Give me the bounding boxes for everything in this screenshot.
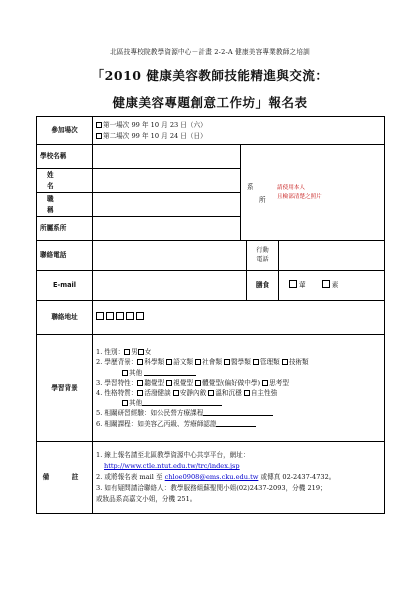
session-options <box>93 117 385 145</box>
checkbox-icon[interactable] <box>124 349 130 355</box>
remark-line-4: 或妝品系高嘉文小姐，分機 251。 <box>96 495 197 503</box>
checkbox-icon[interactable] <box>253 359 259 365</box>
meal-options <box>279 271 385 301</box>
phone-field[interactable] <box>93 241 247 271</box>
remark-line-1: 1. 線上報名請至北區教學資源中心共享平台，網址： <box>96 451 250 459</box>
form-title-line1: 「2010 健康美容教師技能精進與交流： <box>91 68 329 83</box>
school-field[interactable] <box>93 145 241 169</box>
checkbox-icon[interactable] <box>224 359 230 365</box>
hobby-line: 6. 相關課程：如美容乙丙級、芳療師認證 <box>96 419 381 429</box>
email-label: E-mail <box>37 271 93 301</box>
school-row <box>37 145 385 169</box>
dept-label: 所屬系所 <box>37 217 93 241</box>
platform-link[interactable]: http://www.ctle.ntut.edu.tw/trc/index.jsp <box>104 462 240 470</box>
form-title-line2: 健康美容專題創意工作坊」報名表 <box>112 95 308 110</box>
email-link[interactable]: chloe0908@ems.cku.edu.tw <box>164 473 259 481</box>
gender-line: 1. 性別： 男 女 <box>96 348 152 357</box>
postal-digit-box[interactable] <box>96 312 104 320</box>
title-label: 職 稱 <box>37 193 93 217</box>
experience-line: 5. 相關研習經驗：如公民營方療課程 <box>96 408 381 418</box>
checkbox-icon[interactable] <box>137 380 143 386</box>
personality-line: 4. 性格特質： 活潑健談 安靜內斂 溫和沉穩 自主性強 <box>96 389 278 397</box>
meal-option-meat[interactable]: 葷 <box>289 281 306 289</box>
photo-area <box>241 145 385 241</box>
session-option-1[interactable]: 第一場次 99 年 10 月 23 日（六） <box>96 120 381 130</box>
checkbox-icon[interactable] <box>195 380 201 386</box>
postal-digit-box[interactable] <box>106 312 114 320</box>
background-content <box>93 335 385 442</box>
hobby-blank[interactable] <box>216 426 256 427</box>
meal-option-veg[interactable]: 素 <box>322 281 339 289</box>
personality-other-blank[interactable] <box>142 405 222 406</box>
edu-other-line: 其他 <box>96 368 381 378</box>
edu-line: 2. 學歷背景： 科學類 語文類 社會類 醫學類 管理類 技術類 <box>96 358 309 367</box>
meal-label: 膳食 <box>247 271 279 301</box>
session-row <box>37 117 385 145</box>
checkbox-icon[interactable] <box>166 380 172 386</box>
checkbox-icon[interactable] <box>322 280 330 288</box>
checkbox-icon[interactable] <box>289 280 297 288</box>
phone-row <box>37 241 385 271</box>
registration-table <box>36 116 385 514</box>
mobile-field[interactable] <box>279 241 385 271</box>
checkbox-icon[interactable] <box>195 359 201 365</box>
mobile-label: 行動 電話 <box>247 241 279 271</box>
style-line: 3. 學習特性： 聽覺型 視覺型 體覺型(偏好做中學) 思考型 <box>96 378 289 387</box>
remarks-content <box>93 442 385 514</box>
dept-field[interactable] <box>93 217 241 241</box>
header-organization: 北區技專校院教學資源中心－計畫 2-2-A 健康美容專業教師之培訓 <box>110 48 310 56</box>
background-row <box>37 335 385 442</box>
email-row <box>37 271 385 301</box>
checkbox-icon[interactable] <box>122 370 128 376</box>
checkbox-icon[interactable] <box>262 380 268 386</box>
phone-label: 聯絡電話 <box>37 241 93 271</box>
background-label: 學習背景 <box>37 335 93 442</box>
school-label: 學校名稱 <box>37 145 93 169</box>
checkbox-icon[interactable] <box>173 390 179 396</box>
checkbox-icon[interactable] <box>137 390 143 396</box>
checkbox-icon[interactable] <box>138 349 144 355</box>
address-field[interactable] <box>93 301 385 335</box>
experience-blank[interactable] <box>203 415 273 416</box>
session-option-2[interactable]: 第二場次 99 年 10 月 24 日（日） <box>96 131 381 141</box>
dept-xi-label: 系 <box>247 183 254 191</box>
dept-suo-label: 所 <box>259 196 266 204</box>
remark-url-line <box>96 461 381 472</box>
checkbox-icon[interactable] <box>166 359 172 365</box>
checkbox-icon[interactable] <box>208 390 214 396</box>
postal-digit-box[interactable] <box>136 312 144 320</box>
remark-line-2: 2. 或將報名表 mail 至 chloe0908@ems.cku.edu.tw 或傳真 02-2437-4732。 <box>96 473 336 481</box>
checkbox-icon[interactable] <box>244 390 250 396</box>
personality-other-line: 其他 <box>96 398 381 408</box>
checkbox-icon[interactable] <box>96 133 102 139</box>
photo-note: 請使用本人 且檢部清楚之照片 <box>277 185 322 200</box>
postal-digit-box[interactable] <box>126 312 134 320</box>
edu-other-blank[interactable] <box>144 375 196 376</box>
checkbox-icon[interactable] <box>282 359 288 365</box>
name-label: 姓 名 <box>37 169 93 193</box>
postal-digit-box[interactable] <box>116 312 124 320</box>
checkbox-icon[interactable] <box>122 400 128 406</box>
address-row <box>37 301 385 335</box>
email-field[interactable] <box>93 271 247 301</box>
remark-line-3: 3. 如有疑問請洽聯絡人：教學服務組蘇聖閔小姐(02)2437-2093，分機 219； <box>96 484 327 492</box>
job-title-field[interactable] <box>93 193 241 217</box>
checkbox-icon[interactable] <box>96 122 102 128</box>
name-field[interactable] <box>93 169 241 193</box>
checkbox-icon[interactable] <box>137 359 143 365</box>
remarks-label: 備 註 <box>37 442 93 514</box>
session-label: 參加場次 <box>37 117 93 145</box>
remarks-row <box>37 442 385 514</box>
address-label: 聯絡地址 <box>37 301 93 335</box>
